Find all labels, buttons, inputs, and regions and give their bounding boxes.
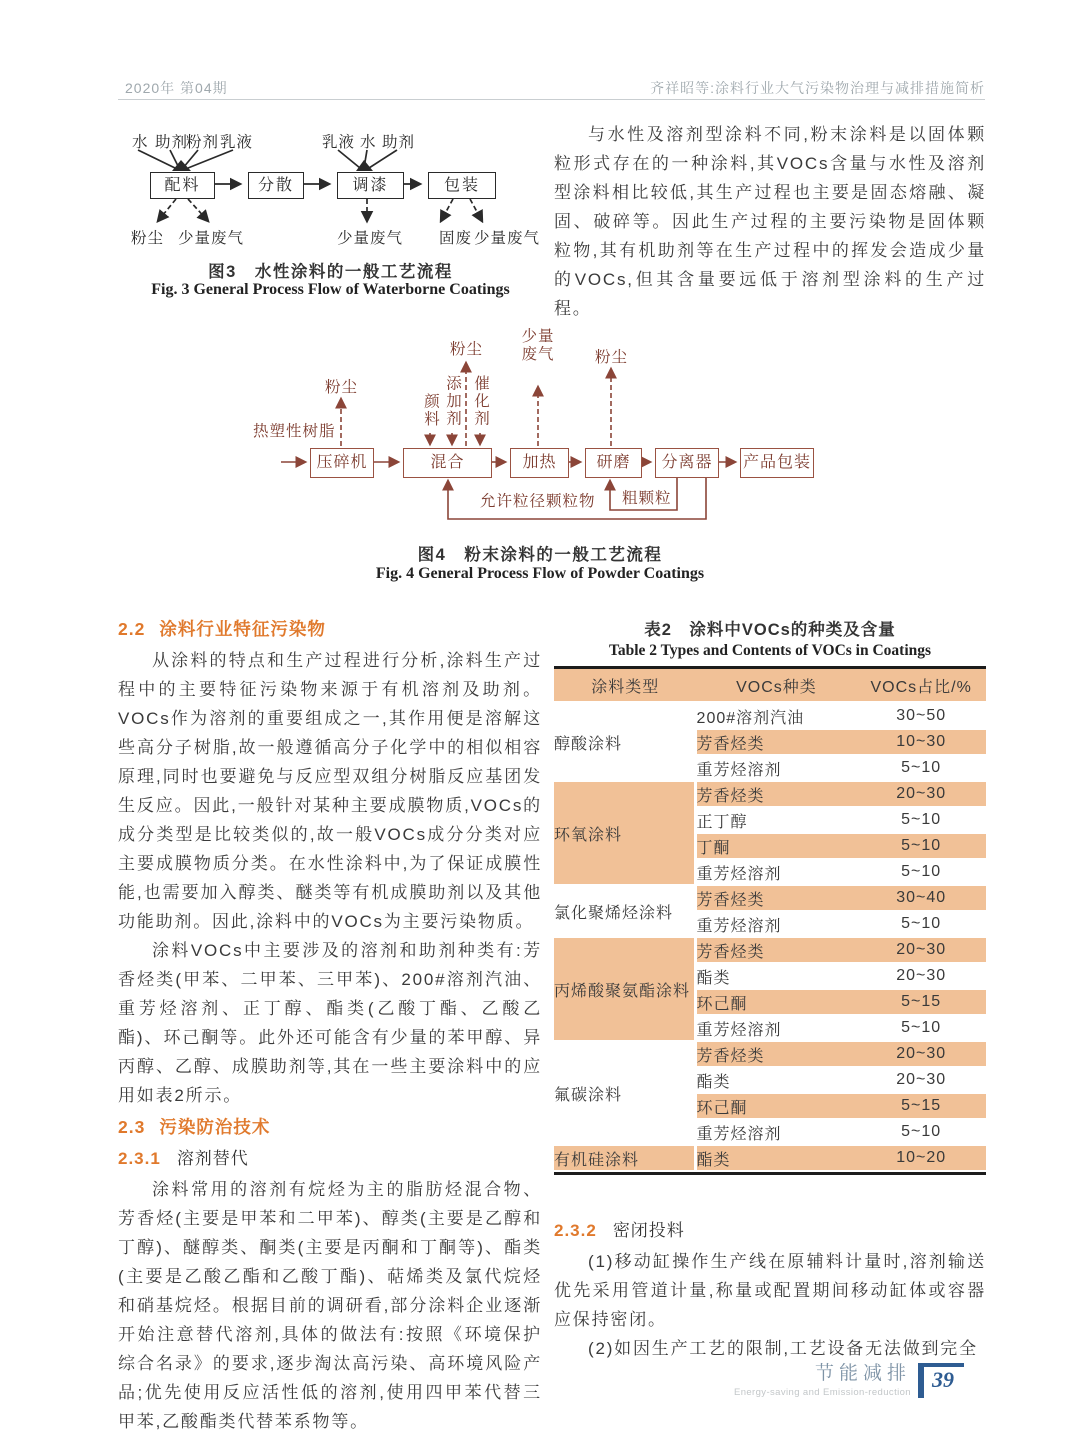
section-2-2-title: 涂料行业特征污染物: [159, 619, 326, 639]
fig4-feed-resin: 热塑性树脂: [253, 423, 336, 440]
running-title: 齐祥昭等:涂料行业大气污染物治理与减排措施简析: [650, 80, 985, 96]
page-footer: [734, 1358, 964, 1398]
section-2-3-number: 2.3: [118, 1117, 146, 1137]
figure-4: [150, 323, 930, 591]
section-2-3-heading: [118, 1112, 542, 1142]
table-row: 芳香烃类 10~30: [554, 730, 986, 756]
fig4-box-mixing: 混合: [403, 448, 492, 478]
col-header-coating-type: 涂料类型: [554, 669, 697, 704]
col-header-voc-share: VOCs占比/%: [856, 669, 986, 704]
col-header-voc-type: VOCs种类: [697, 669, 857, 704]
right-column: [554, 612, 986, 1363]
page-number: 39: [932, 1367, 954, 1392]
fig3-box-packaging: 包装: [428, 172, 496, 199]
table-row: 氯化聚烯烃涂料 芳香烃类 30~40: [554, 886, 986, 912]
section-2-2-heading: [118, 614, 542, 644]
fig4-input-pigment: 颜料: [422, 393, 439, 428]
fig4-box-product-packaging: 产品包装: [740, 448, 814, 478]
coating-type-cell: 氯化聚烯烃涂料: [554, 886, 697, 938]
section-2-3-1-number: 2.3.1: [118, 1149, 161, 1168]
fig3-out-dust: 粉尘: [131, 230, 165, 247]
table-row: 丙烯酸聚氨酯涂料 芳香烃类 20~30: [554, 938, 986, 964]
fig4-emission-dust-1: 粉尘: [325, 379, 359, 396]
table-2: [554, 666, 986, 1175]
figure-3: [108, 122, 553, 312]
section-2-2-number: 2.2: [118, 619, 146, 639]
table-2-title-cn: 表2 涂料中VOCs的种类及含量: [644, 621, 896, 639]
fig3-input-water-2: 水: [360, 134, 377, 151]
section-2-3-title: 污染防治技术: [159, 1117, 271, 1137]
fig3-box-dispersing: 分散: [248, 172, 304, 199]
section-2-2-paragraph-1: 从涂料的特点和生产过程进行分析,涂料生产过程中的主要特征污染物来源于有机溶剂及助剂。VOCs作为溶剂的重要组成之一,其作用便是溶解这些高分子树脂,故一般遵循高分子化学中的相似相容原理,同时也要避免与反应型双组分树脂反应基团发生反应。因此,一般针对某种主要成膜物质,VOCs的成分类型是比较类似的,故一般VOCs成分分类对应主要成膜物质分类。在水性涂料中,为了保证成膜性能,也需要加入醇类、醚类等有机成膜助剂以及其他功能助剂。因此,涂料中的VOCs为主要污染物质。: [118, 651, 542, 931]
table-row: 环己酮 5~15: [554, 1094, 986, 1120]
intro-paragraph: 与水性及溶剂型涂料不同,粉末涂料是以固体颗粒形式存在的一种涂料,其VOCs含量与水性及溶剂型涂料相比较低,其生产过程也主要是固态熔融、凝固、破碎等。因此生产过程的主要污染物是固体颗粒物,其有机助剂等在生产过程中的挥发会造成少量的VOCs,但其含量要远低于溶剂型涂料的生产过程。: [554, 125, 986, 318]
fig4-recycle-fine-label: 允许粒径颗粒物: [480, 493, 596, 510]
section-2-3-2-paragraph-2: (2)如因生产工艺的限制,工艺设备无法做到完全: [588, 1339, 978, 1358]
table-row: 重芳烃溶剂 5~10: [554, 860, 986, 886]
intro-paragraph-block: [554, 120, 986, 323]
table-row: 氟碳涂料 芳香烃类 20~30: [554, 1042, 986, 1068]
table-row: 有机硅涂料 酯类 10~20: [554, 1146, 986, 1172]
fig4-input-catalyst: 催化剂: [472, 375, 489, 428]
section-2-3-1-heading: [118, 1144, 542, 1174]
coating-type-cell: 有机硅涂料: [554, 1146, 697, 1172]
fig3-input-additive-2: 助剂: [382, 134, 416, 151]
journal-issue: 2020年 第04期: [125, 80, 228, 96]
section-2-3-2-heading: [554, 1216, 986, 1246]
header-rule: [118, 99, 985, 100]
fig4-recycle-coarse-label: 粗颗粒: [622, 490, 672, 507]
table-row: 酯类 20~30: [554, 964, 986, 990]
coating-type-cell: 醇酸涂料: [554, 704, 697, 782]
table-header-row: [554, 669, 986, 704]
footer-title-cn: 节能减排: [814, 1363, 911, 1384]
table-2-title-en: Table 2 Types and Contents of VOCs in Coatings: [608, 642, 932, 659]
fig4-input-additive: 添加剂: [444, 375, 461, 428]
section-2-2-paragraph-2: 涂料VOCs中主要涉及的溶剂和助剂种类有:芳香烃类(甲苯、二甲苯、三甲苯)、200#溶剂汽油、重芳烃溶剂、正丁醇、酯类(乙酸丁酯、乙酸乙酯)、环己酮等。此外还可能含有少量的苯甲醇、异丙醇、乙醇、成膜助剂等,其在一些主要涂料中的应用如表2所示。: [118, 941, 542, 1105]
section-2-3-2-paragraph-1: (1)移动缸操作生产线在原辅料计量时,溶剂输送优先采用管道计量,称量或配置期间移动缸体或容器应保持密闭。: [554, 1252, 986, 1329]
fig3-out-waste-gas-2: 少量废气: [337, 230, 404, 247]
section-2-3-2-title: 密闭投料: [612, 1221, 685, 1240]
fig4-box-grinding: 研磨: [585, 448, 642, 478]
table-row: 正丁醇 5~10: [554, 808, 986, 834]
fig3-out-solid-waste: 固废: [439, 230, 473, 247]
table-row: 环氧涂料 芳香烃类 20~30: [554, 782, 986, 808]
table-row: 重芳烃溶剂 5~10: [554, 1120, 986, 1146]
section-2-3-1-paragraph: 涂料常用的溶剂有烷烃为主的脂肪烃混合物、芳香烃(主要是甲苯和二甲苯)、醇类(主要是乙醇和丁醇)、醚醇类、酮类(主要是丙酮和丁酮等)、酯类(主要是乙酸乙酯和乙酸丁酯)、萜烯类及氯代烷烃和硝基烷烃。根据目前的调研看,部分涂料企业逐渐开始注意替代溶剂,具体的做法有:按照《环境保护综合名录》的要求,逐步淘汰高污染、高环境风险产品;优先使用反应活性低的溶剂,使用四甲苯代替三甲苯,乙酸酯类代替苯系物等。: [118, 1180, 542, 1431]
fig3-input-emulsion: 乳液: [220, 134, 254, 151]
table-row: 环己酮 5~15: [554, 990, 986, 1016]
table-row: 醇酸涂料 200#溶剂汽油 30~50: [554, 704, 986, 730]
fig3-input-additive: 助剂: [155, 134, 189, 151]
footer-title-en: Energy-saving and Emission-reduction: [733, 1387, 911, 1398]
section-2-3-1-title: 溶剂替代: [176, 1149, 249, 1168]
fig3-input-emulsion-2: 乳液: [322, 134, 356, 151]
coating-type-cell: 丙烯酸聚氨酯涂料: [554, 938, 697, 1042]
table-row: 丁酮 5~10: [554, 834, 986, 860]
table-row: 酯类 20~30: [554, 1068, 986, 1094]
fig4-caption-en: Fig. 4 General Process Flow of Powder Coatings: [375, 565, 705, 582]
coating-type-cell: 氟碳涂料: [554, 1042, 697, 1146]
left-column: [118, 612, 542, 1436]
fig3-caption-en: Fig. 3 General Process Flow of Waterborne Coatings: [151, 281, 510, 298]
fig3-out-waste-gas-1: 少量废气: [178, 230, 245, 247]
table-row: 重芳烃溶剂 5~10: [554, 912, 986, 938]
page-number-badge: [918, 1363, 964, 1398]
fig4-caption-cn: 图4 粉末涂料的一般工艺流程: [417, 546, 663, 564]
fig4-box-crusher: 压碎机: [310, 448, 374, 478]
table-row: 重芳烃溶剂 5~10: [554, 1016, 986, 1042]
fig4-emission-dust-2: 粉尘: [450, 341, 484, 358]
fig3-box-batching: 配料: [150, 172, 215, 199]
table-row: 重芳烃溶剂 5~10: [554, 756, 986, 782]
coating-type-cell: 环氧涂料: [554, 782, 697, 886]
fig4-emission-waste-gas: 少量废气: [521, 328, 555, 363]
fig3-input-powder: 粉剂: [186, 134, 220, 151]
footer-column-title: [734, 1358, 911, 1398]
fig3-caption-cn: 图3 水性涂料的一般工艺流程: [208, 263, 453, 281]
fig3-input-water: 水: [132, 134, 149, 151]
fig4-box-heating: 加热: [510, 448, 569, 478]
fig3-out-waste-gas-3: 少量废气: [474, 230, 541, 247]
fig4-emission-dust-3: 粉尘: [595, 349, 629, 366]
fig4-box-separator: 分离器: [655, 448, 719, 478]
section-2-3-2-number: 2.3.2: [554, 1221, 597, 1240]
fig3-box-tinting: 调漆: [337, 172, 404, 199]
